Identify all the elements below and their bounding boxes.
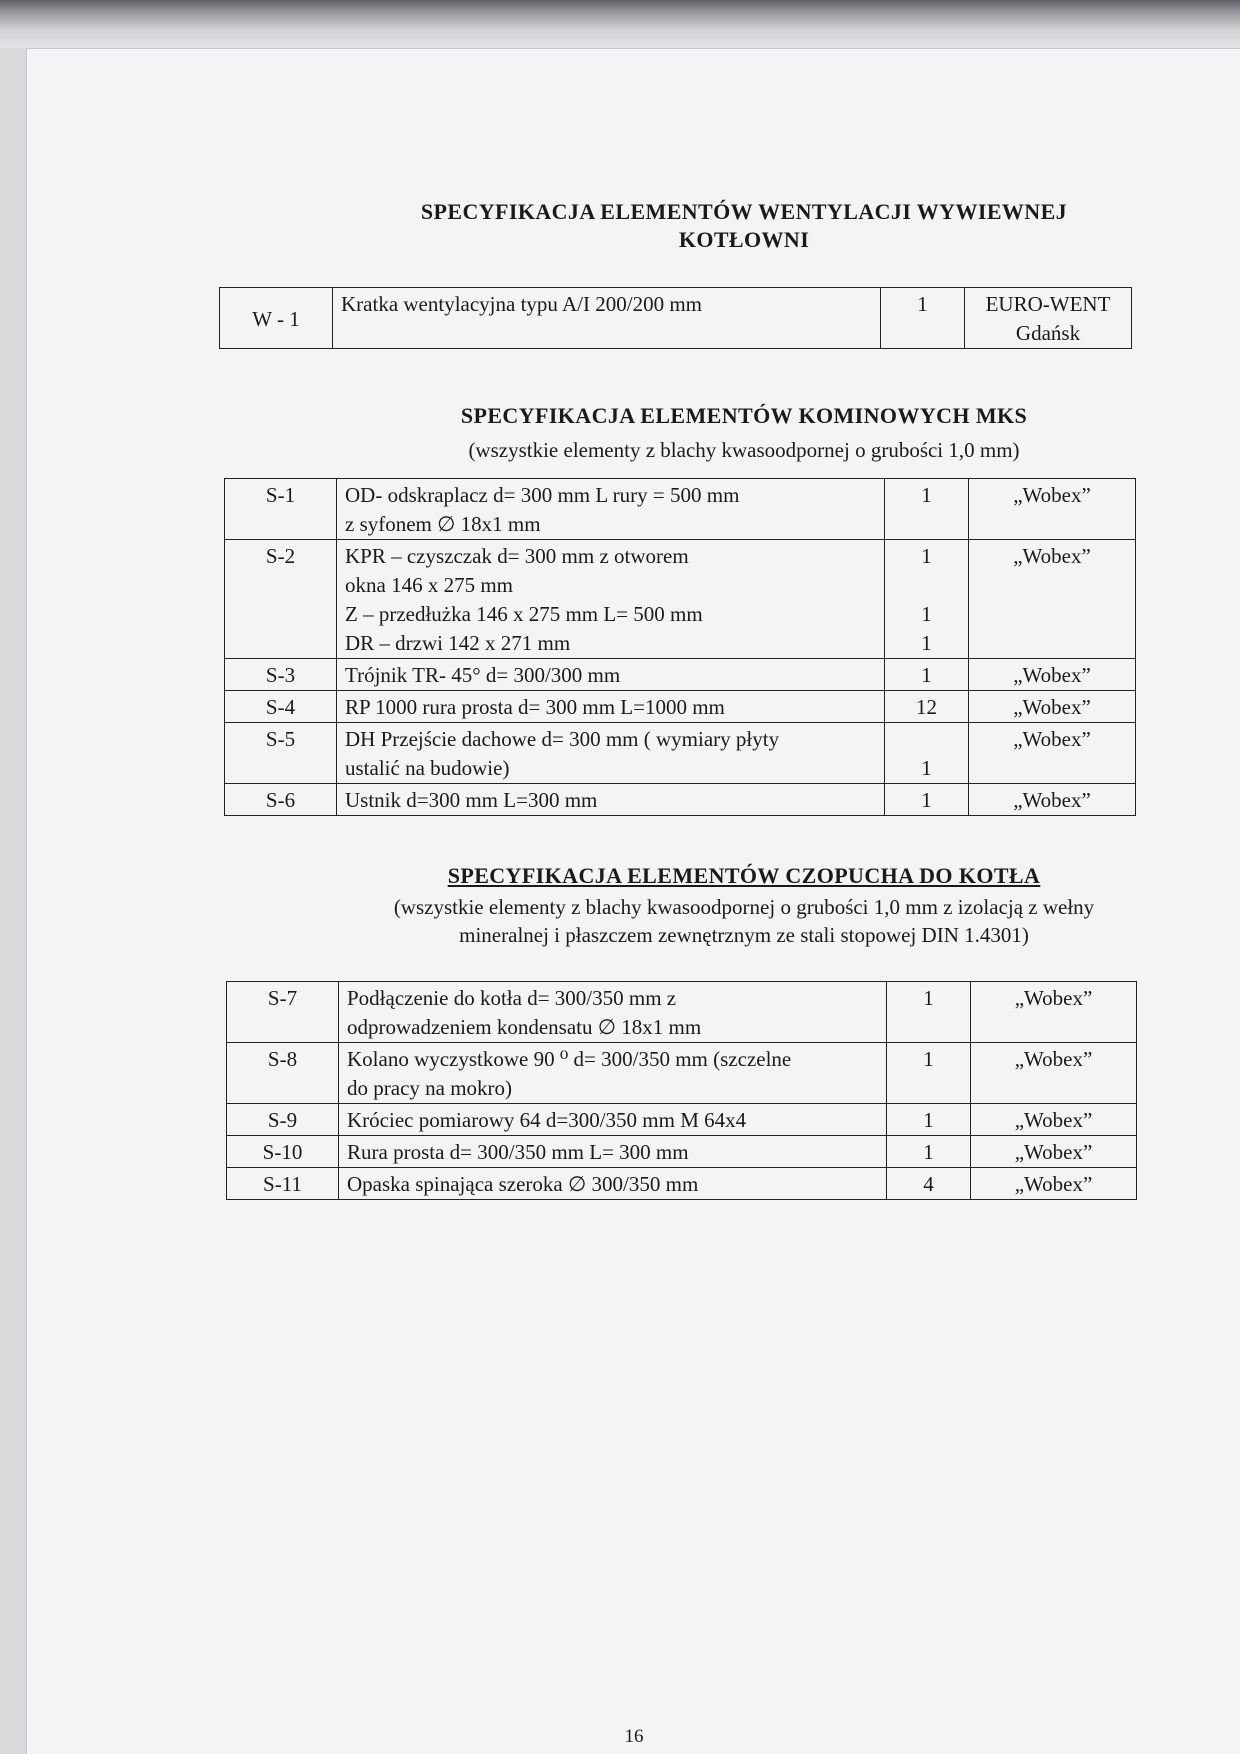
item-description-line: Rura prosta d= 300/350 mm L= 300 mm bbox=[347, 1140, 689, 1164]
item-code: W - 1 bbox=[220, 288, 333, 349]
item-description bbox=[339, 1043, 887, 1104]
table-row bbox=[227, 1104, 1137, 1136]
item-quantity-line bbox=[893, 571, 960, 600]
item-quantity bbox=[887, 1136, 971, 1168]
item-quantity-line: 1 bbox=[921, 663, 932, 687]
item-supplier-line: „Wobex” bbox=[1013, 788, 1091, 812]
item-quantity-line bbox=[893, 510, 960, 539]
item-description-line: Kolano wyczystkowe 90 ⁰ d= 300/350 mm (szczelne bbox=[347, 1047, 792, 1071]
item-supplier-line: „Wobex” bbox=[1013, 663, 1091, 687]
item-quantity bbox=[885, 691, 969, 723]
item-description bbox=[337, 540, 885, 659]
section3-subtitle-line1: (wszystkie elementy z blachy kwasoodpornej o grubości 1,0 mm z izolacją z wełny bbox=[393, 895, 1095, 919]
item-supplier-line: „Wobex” bbox=[1014, 986, 1093, 1010]
item-supplier bbox=[971, 1136, 1137, 1168]
item-quantity-line: 1 bbox=[923, 1140, 934, 1164]
table-row bbox=[225, 784, 1136, 816]
item-supplier bbox=[969, 723, 1136, 784]
item-description-line: KPR – czyszczak d= 300 mm z otworem bbox=[345, 544, 689, 568]
item-supplier-line: „Wobex” bbox=[1013, 695, 1091, 719]
item-supplier bbox=[969, 659, 1136, 691]
item-quantity-line: 1 bbox=[923, 986, 934, 1010]
section3-subtitle-line2: mineralnej i płaszczem zewnętrznym ze stali stopowej DIN 1.4301) bbox=[459, 923, 1029, 947]
table-row bbox=[227, 1043, 1137, 1104]
item-description-line: odprowadzeniem kondensatu ∅ 18x1 mm bbox=[347, 1015, 702, 1039]
item-description bbox=[337, 784, 885, 816]
item-supplier-line: „Wobex” bbox=[1014, 1108, 1093, 1132]
item-code: S-9 bbox=[227, 1104, 339, 1136]
item-description-line: ustalić na budowie) bbox=[345, 756, 510, 780]
item-description-line: Ustnik d=300 mm L=300 mm bbox=[345, 788, 598, 812]
table-row bbox=[225, 659, 1136, 691]
section1-title-line1: SPECYFIKACJA ELEMENTÓW WENTYLACJI WYWIEWNEJ bbox=[420, 199, 1068, 224]
item-description-line: RP 1000 rura prosta d= 300 mm L=1000 mm bbox=[345, 695, 725, 719]
item-description bbox=[337, 479, 885, 540]
item-supplier bbox=[971, 1168, 1137, 1200]
item-supplier bbox=[971, 982, 1137, 1043]
item-description bbox=[337, 659, 885, 691]
item-quantity-line: 1 bbox=[921, 788, 932, 812]
item-quantity bbox=[887, 1104, 971, 1136]
item-quantity bbox=[885, 723, 969, 784]
item-supplier-line: „Wobex” bbox=[1013, 544, 1091, 568]
item-description-line: okna 146 x 275 mm bbox=[345, 573, 513, 597]
item-supplier bbox=[965, 288, 1132, 349]
scan-edge bbox=[0, 0, 1240, 48]
document-page bbox=[26, 48, 1240, 1754]
item-quantity bbox=[887, 982, 971, 1043]
table-row bbox=[220, 288, 1132, 349]
ventilation-table bbox=[219, 287, 1132, 349]
section2-subtitle: (wszystkie elementy z blachy kwasoodpornej o grubości 1,0 mm) bbox=[468, 438, 1020, 462]
item-code: S-10 bbox=[227, 1136, 339, 1168]
page-number: 16 bbox=[624, 1726, 644, 1747]
section1-title bbox=[27, 198, 1240, 254]
table-row bbox=[225, 723, 1136, 784]
item-description-line: Podłączenie do kotła d= 300/350 mm z bbox=[347, 986, 677, 1010]
item-quantity-line: 1 bbox=[923, 1108, 934, 1132]
item-quantity bbox=[887, 1043, 971, 1104]
item-supplier bbox=[969, 479, 1136, 540]
item-code: S-4 bbox=[225, 691, 337, 723]
item-quantity-line: 1 bbox=[921, 483, 932, 507]
table-row bbox=[227, 1168, 1137, 1200]
item-code: S-5 bbox=[225, 723, 337, 784]
item-quantity-line: 1 bbox=[917, 292, 928, 316]
item-quantity-line bbox=[895, 1013, 962, 1042]
item-supplier-line: „Wobex” bbox=[1014, 1140, 1093, 1164]
item-description-line: DR – drzwi 142 x 271 mm bbox=[345, 631, 571, 655]
item-code: S-3 bbox=[225, 659, 337, 691]
item-quantity-line: 1 bbox=[921, 631, 932, 655]
item-supplier-line: EURO-WENT bbox=[985, 292, 1111, 316]
item-code: S-8 bbox=[227, 1043, 339, 1104]
item-description-line: Z – przedłużka 146 x 275 mm L= 500 mm bbox=[345, 602, 703, 626]
item-code: S-7 bbox=[227, 982, 339, 1043]
item-supplier bbox=[969, 691, 1136, 723]
section1-title-line2: KOTŁOWNI bbox=[678, 227, 810, 252]
item-quantity bbox=[881, 288, 965, 349]
table-row bbox=[227, 1136, 1137, 1168]
item-quantity-line: 1 bbox=[921, 756, 932, 780]
item-description bbox=[339, 1136, 887, 1168]
table-row bbox=[225, 540, 1136, 659]
item-quantity bbox=[887, 1168, 971, 1200]
item-supplier-line: „Wobex” bbox=[1014, 1047, 1093, 1071]
item-description bbox=[339, 1168, 887, 1200]
item-quantity-line: 1 bbox=[921, 544, 932, 568]
item-description-line: Króciec pomiarowy 64 d=300/350 mm M 64x4 bbox=[347, 1108, 747, 1132]
item-quantity-line: 1 bbox=[923, 1047, 934, 1071]
item-code: S-2 bbox=[225, 540, 337, 659]
item-description-line: Trójnik TR- 45° d= 300/300 mm bbox=[345, 663, 621, 687]
item-supplier bbox=[969, 540, 1136, 659]
item-description bbox=[337, 723, 885, 784]
table-row bbox=[227, 982, 1137, 1043]
item-quantity bbox=[885, 479, 969, 540]
item-supplier bbox=[971, 1104, 1137, 1136]
item-quantity-line: 4 bbox=[923, 1172, 934, 1196]
item-description-line: do pracy na mokro) bbox=[347, 1076, 513, 1100]
table-row bbox=[225, 691, 1136, 723]
item-description-line: OD- odskraplacz d= 300 mm L rury = 500 mm bbox=[345, 483, 740, 507]
item-quantity bbox=[885, 540, 969, 659]
item-code: S-6 bbox=[225, 784, 337, 816]
item-quantity bbox=[885, 784, 969, 816]
item-quantity bbox=[885, 659, 969, 691]
item-description-line: z syfonem ∅ 18x1 mm bbox=[345, 512, 541, 536]
item-quantity-line bbox=[895, 1074, 962, 1103]
item-supplier-line: „Wobex” bbox=[1014, 1172, 1093, 1196]
chimney-table bbox=[224, 478, 1136, 816]
item-description-line: Kratka wentylacyjna typu A/I 200/200 mm bbox=[341, 292, 703, 316]
table-row bbox=[225, 479, 1136, 540]
item-supplier-line: „Wobex” bbox=[1013, 727, 1091, 751]
item-description bbox=[339, 1104, 887, 1136]
flue-connector-table bbox=[226, 981, 1137, 1200]
item-code: S-1 bbox=[225, 479, 337, 540]
section3-subtitle bbox=[27, 893, 1240, 949]
section2-title: SPECYFIKACJA ELEMENTÓW KOMINOWYCH MKS bbox=[460, 403, 1028, 428]
item-code: S-11 bbox=[227, 1168, 339, 1200]
item-description bbox=[337, 691, 885, 723]
item-quantity-line: 12 bbox=[916, 695, 937, 719]
item-quantity-line bbox=[893, 725, 960, 754]
section3-title: SPECYFIKACJA ELEMENTÓW CZOPUCHA DO KOTŁA bbox=[447, 863, 1041, 888]
item-supplier bbox=[971, 1043, 1137, 1104]
item-supplier bbox=[969, 784, 1136, 816]
item-description bbox=[339, 982, 887, 1043]
item-description bbox=[333, 288, 881, 349]
item-description-line: DH Przejście dachowe d= 300 mm ( wymiary płyty bbox=[345, 727, 780, 751]
item-quantity-line: 1 bbox=[921, 602, 932, 626]
item-supplier-line: Gdańsk bbox=[1015, 321, 1081, 345]
item-description-line: Opaska spinająca szeroka ∅ 300/350 mm bbox=[347, 1172, 699, 1196]
item-supplier-line: „Wobex” bbox=[1013, 483, 1091, 507]
